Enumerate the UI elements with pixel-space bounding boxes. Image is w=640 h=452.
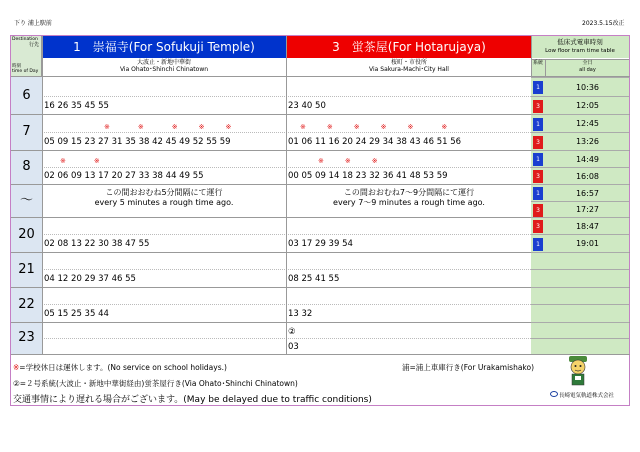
lowfloor-system-badge: 3 bbox=[533, 220, 543, 233]
route-1-hour-6-minutes: 16 26 35 45 55 bbox=[44, 101, 109, 111]
lowfloor-system-badge: 1 bbox=[533, 153, 543, 166]
route-3-hour-21-minutes: 08 25 41 55 bbox=[288, 274, 340, 284]
lowfloor-row bbox=[531, 167, 629, 184]
route-3-via-jp: 桜町・市役所 bbox=[390, 59, 427, 66]
lowfloor-system-header: 系統 bbox=[531, 59, 546, 76]
route-1-hour-8-holiday-marks: ※ ※ bbox=[60, 157, 100, 165]
lowfloor-empty-cell bbox=[531, 322, 629, 338]
lowfloor-row bbox=[531, 184, 629, 201]
company-name: 長崎電気軌道株式会社 bbox=[559, 393, 615, 399]
header-destination-cell bbox=[11, 36, 42, 76]
route-1-hour-21-minutes: 04 12 20 29 37 46 55 bbox=[44, 274, 136, 284]
lowfloor-time: 19:01 bbox=[575, 239, 600, 248]
school-holiday-text: =学校休日は運休します。(No service on school holidays.) bbox=[19, 363, 227, 372]
grid-line bbox=[11, 354, 630, 355]
route-2-note: ②=２号系統(大波止・新地中華街経由)蛍茶屋行き(Via Ohato･Shinchi Chinatown) bbox=[13, 379, 298, 388]
lowfloor-system-badge: 1 bbox=[533, 238, 543, 251]
hour-en-label: time of Day bbox=[12, 69, 39, 74]
lowfloor-time: 12:45 bbox=[575, 119, 600, 128]
lowfloor-row bbox=[531, 150, 629, 167]
route-1-title: 1 崇福寺(For Sofukuji Temple) bbox=[42, 36, 286, 58]
route-1-interval-jp: この間おおむね5分間隔にて運行 bbox=[105, 188, 223, 197]
lowfloor-time: 14:49 bbox=[575, 155, 600, 164]
route-1-hour-20-minutes: 02 08 13 22 30 38 47 55 bbox=[44, 239, 150, 249]
mascot-illustration bbox=[566, 354, 590, 388]
hour-jp-label: 時刻 bbox=[12, 64, 21, 69]
lowfloor-row bbox=[531, 201, 629, 217]
allday-jp: 全日 bbox=[582, 60, 593, 66]
route-1-via-jp: 大波止・新地中華街 bbox=[136, 59, 191, 66]
lowfloor-title-en: Low floor tram time table bbox=[545, 48, 615, 54]
lowfloor-time: 18:47 bbox=[575, 222, 600, 231]
route-3-hour-8-holiday-marks: ※ ※ ※ bbox=[318, 157, 378, 165]
lowfloor-system-badge: 3 bbox=[533, 204, 543, 217]
route-1-via bbox=[42, 59, 286, 76]
route-3-interval-note bbox=[287, 188, 531, 208]
lowfloor-time: 10:36 bbox=[575, 83, 600, 92]
company-logo-icon bbox=[550, 391, 558, 397]
lowfloor-system-badge: 3 bbox=[533, 170, 543, 183]
lowfloor-time: 17:27 bbox=[575, 205, 600, 214]
lowfloor-row bbox=[531, 114, 629, 132]
lowfloor-empty-cell bbox=[531, 338, 629, 354]
allday-en: all day bbox=[579, 67, 596, 73]
route-3-hour-7-minutes: 01 06 11 16 20 24 29 34 38 43 46 51 56 bbox=[288, 137, 462, 147]
lowfloor-empty-cell bbox=[531, 304, 629, 322]
lowfloor-time: 16:57 bbox=[575, 189, 600, 198]
route-3-hour-6-minutes: 23 40 50 bbox=[288, 101, 326, 111]
route-1-hour-8-minutes: 02 06 09 13 17 20 27 33 38 44 49 55 bbox=[44, 171, 204, 181]
lowfloor-system-badge: 1 bbox=[533, 118, 543, 131]
hour-21: 21 bbox=[11, 252, 42, 287]
route-3-hour-23-minutes: 03 bbox=[288, 342, 299, 352]
urakami-note: 浦=浦上車庫行き(For Urakamishako) bbox=[402, 363, 535, 372]
route-1-interval-en: every 5 minutes a rough time ago. bbox=[94, 198, 234, 207]
lowfloor-system-badge: 3 bbox=[533, 136, 543, 149]
route-3-hour-8-minutes: 00 05 09 14 18 23 32 36 41 48 53 59 bbox=[288, 171, 448, 181]
route-3-hour-7-holiday-marks: ※ ※ ※ ※ ※ ※ bbox=[300, 123, 448, 131]
destination-en-label: Destination bbox=[12, 37, 38, 42]
lowfloor-row bbox=[531, 132, 629, 150]
route-3-title: 3 蛍茶屋(For Hotarujaya) bbox=[287, 36, 531, 58]
delay-note: 交通事情により遅れる場合がございます。(May be delayed due to traffic conditions) bbox=[13, 395, 372, 405]
hour-7: 7 bbox=[11, 114, 42, 150]
lowfloor-row bbox=[531, 234, 629, 252]
lowfloor-empty-cell bbox=[531, 252, 629, 269]
route-1-hour-7-holiday-marks: ※ ※ ※ ※ ※ bbox=[104, 123, 232, 131]
holiday-mark: ※ bbox=[13, 363, 20, 372]
top-left-label: 下り 浦上駅前 bbox=[14, 20, 52, 27]
hour-8: 8 bbox=[11, 150, 42, 184]
hour-20: 20 bbox=[11, 217, 42, 252]
lowfloor-empty-cell bbox=[531, 269, 629, 287]
school-holiday-note bbox=[13, 362, 227, 373]
lowfloor-row bbox=[531, 77, 629, 96]
hour-22: 22 bbox=[11, 287, 42, 322]
lowfloor-system-badge: 3 bbox=[533, 100, 543, 113]
lowfloor-system-badge: 1 bbox=[533, 187, 543, 200]
lowfloor-title-jp: 低床式電車時刻 bbox=[557, 38, 603, 46]
destination-jp-label: 行先 bbox=[29, 42, 40, 48]
route-3-via bbox=[287, 59, 531, 76]
hour-6: 6 bbox=[11, 77, 42, 114]
revision-date: 2023.5.15改正 bbox=[582, 20, 625, 27]
route-3-hour-23-route2-mark: ② bbox=[288, 327, 296, 337]
route-1-interval-note bbox=[42, 188, 286, 208]
lowfloor-row bbox=[531, 96, 629, 114]
hour-23: 23 bbox=[11, 322, 42, 354]
route-1-via-en: Via Ohato･Shinchi Chinatown bbox=[119, 66, 209, 73]
lowfloor-row bbox=[531, 217, 629, 234]
lowfloor-allday-header bbox=[546, 59, 629, 76]
route-3-interval-jp: この間おおむね7〜9分間隔にて運行 bbox=[343, 188, 475, 197]
route-1-hour-7-minutes: 05 09 15 23 27 31 35 38 42 45 49 52 55 59 bbox=[44, 137, 231, 147]
route-3-interval-en: every 7〜9 minutes a rough time ago. bbox=[333, 198, 485, 207]
lowfloor-time: 12:05 bbox=[575, 101, 600, 110]
lowfloor-time: 16:08 bbox=[575, 172, 600, 181]
hour-range-mark: 〜 bbox=[11, 184, 42, 217]
route-3-hour-22-minutes: 13 32 bbox=[288, 309, 313, 319]
route-3-hour-20-minutes: 03 17 29 39 54 bbox=[288, 239, 353, 249]
lowfloor-header bbox=[531, 36, 629, 58]
lowfloor-empty-cell bbox=[531, 287, 629, 304]
route-3-via-en: Via Sakura-Machi･City Hall bbox=[369, 66, 449, 73]
lowfloor-system-badge: 1 bbox=[533, 81, 543, 94]
route-1-hour-22-minutes: 05 15 25 35 44 bbox=[44, 309, 109, 319]
lowfloor-time: 13:26 bbox=[575, 137, 600, 146]
